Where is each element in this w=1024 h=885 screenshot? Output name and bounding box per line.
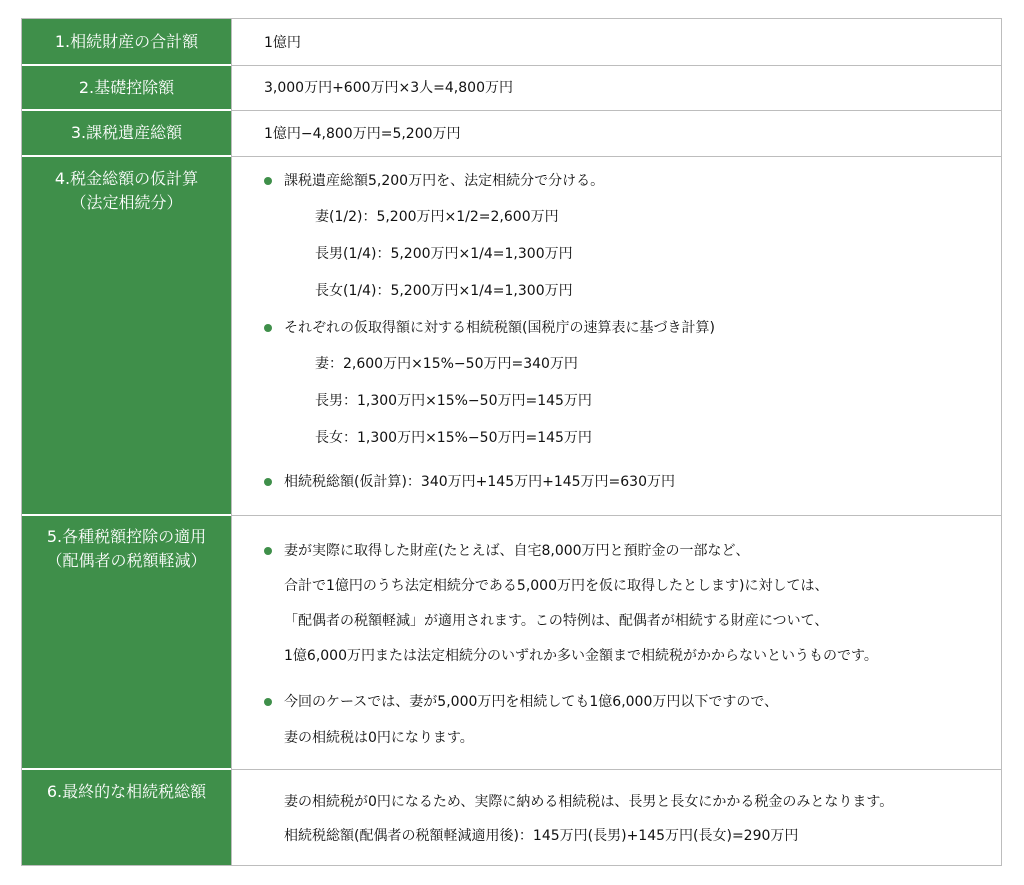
- row-heading: 1.相続財産の合計額: [22, 19, 231, 65]
- sub-line: 妻(1/2)：5,200万円×1/2=2,600万円: [315, 209, 559, 225]
- final-line: 妻の相続税が0円になるため、実際に納める相続税は、長男と長女にかかる税金のみとなります。: [284, 794, 894, 810]
- paragraph-line: 妻が実際に取得した財産(たとえば、自宅8,000万円と預貯金の一部など、: [284, 543, 750, 559]
- paragraph-line: 「配偶者の税額軽減」が適用されます。この特例は、配偶者が相続する財産について、: [284, 613, 829, 629]
- bullet-text: 課税遺産総額5,200万円を、法定相続分で分ける。: [284, 173, 605, 189]
- row-value-cell: [231, 66, 1001, 110]
- bullet-icon: [264, 324, 272, 332]
- row-value-cell: [231, 157, 1001, 515]
- bullet-text: 相続税総額(仮計算)：340万円+145万円+145万円=630万円: [284, 474, 676, 490]
- row-spousal-deduction: [22, 516, 1001, 769]
- sub-line: 妻：2,600万円×15%−50万円=340万円: [315, 356, 578, 372]
- bullet-icon: [264, 177, 272, 185]
- bullet-text: それぞれの仮取得額に対する相続税額(国税庁の速算表に基づき計算): [284, 320, 715, 336]
- paragraph-line: 1億6,000万円または法定相続分のいずれか多い金額まで相続税がかからないというものです。: [284, 648, 878, 664]
- bullet-icon: [264, 698, 272, 706]
- row-basic-deduction: [22, 66, 1001, 110]
- row-provisional-tax: [22, 157, 1001, 515]
- row-heading: 6.最終的な相続税総額: [22, 770, 231, 865]
- bullet-icon: [264, 478, 272, 486]
- row-value-cell: [231, 19, 1001, 65]
- row-heading: 4.税金総額の仮計算 （法定相続分）: [22, 157, 231, 515]
- row-heading: 3.課税遺産総額: [22, 111, 231, 156]
- row-final-total: [22, 770, 1001, 865]
- row-heading: 2.基礎控除額: [22, 66, 231, 110]
- bullet-icon: [264, 547, 272, 555]
- sub-line: 長男：1,300万円×15%−50万円=145万円: [315, 393, 592, 409]
- taxable-estate-value: 1億円−4,800万円=5,200万円: [264, 126, 461, 142]
- row-value-cell: [231, 770, 1001, 865]
- row-heading: 5.各種税額控除の適用 （配偶者の税額軽減）: [22, 516, 231, 769]
- row-total-assets: [22, 19, 1001, 65]
- final-line: 相続税総額(配偶者の税額軽減適用後)：145万円(長男)+145万円(長女)=290万円: [284, 828, 799, 844]
- sub-line: 長女(1/4)：5,200万円×1/4=1,300万円: [315, 283, 573, 299]
- paragraph-line: 今回のケースでは、妻が5,000万円を相続しても1億6,000万円以下ですので、: [284, 694, 779, 710]
- sub-line: 長女：1,300万円×15%−50万円=145万円: [315, 430, 592, 446]
- row-value-cell: [231, 516, 1001, 769]
- sub-line: 長男(1/4)：5,200万円×1/4=1,300万円: [315, 246, 573, 262]
- basic-deduction-value: 3,000万円+600万円×3人=4,800万円: [264, 80, 513, 96]
- inheritance-tax-table: [21, 18, 1002, 866]
- paragraph-line: 妻の相続税は0円になります。: [284, 730, 474, 746]
- total-assets-value: 1億円: [264, 35, 301, 51]
- row-value-cell: [231, 111, 1001, 156]
- row-taxable-estate: [22, 111, 1001, 156]
- paragraph-line: 合計で1億円のうち法定相続分である5,000万円を仮に取得したとします)に対しては、: [284, 578, 829, 594]
